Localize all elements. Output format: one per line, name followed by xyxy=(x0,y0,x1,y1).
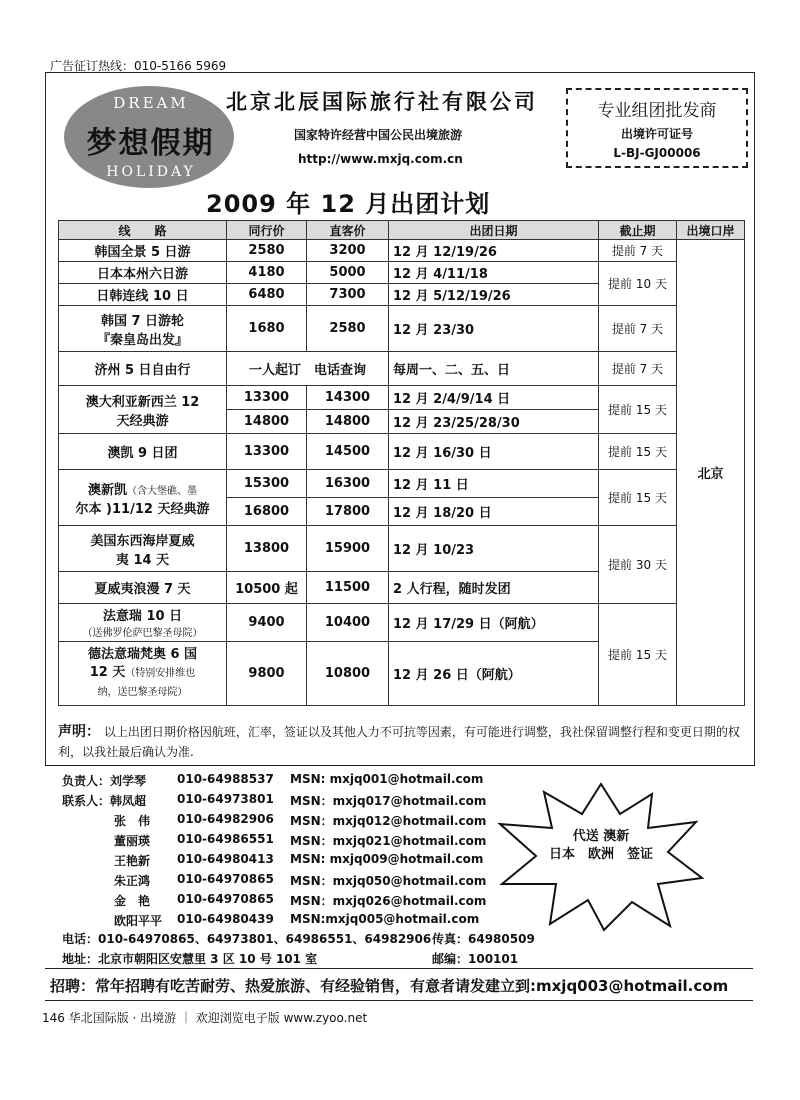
page-title: 2009 年 12 月出团计划 xyxy=(206,190,491,218)
contact-phone: 010-64980439 xyxy=(177,912,274,926)
contact-name: 刘学琴 xyxy=(110,774,147,788)
peer-price-cell: 1680 xyxy=(227,306,307,352)
contact-phone: 010-64982906 xyxy=(177,812,274,826)
direct-price-cell: 5000 xyxy=(307,262,389,284)
divider xyxy=(45,1000,753,1001)
contact-name: 张 伟 xyxy=(114,814,151,828)
company-url[interactable]: http://www.mxjq.com.cn xyxy=(298,152,463,166)
date-cell: 12 月 4/11/18 xyxy=(389,262,599,284)
direct-price-cell: 14800 xyxy=(307,410,389,434)
direct-price-cell: 7300 xyxy=(307,284,389,306)
direct-price-cell: 2580 xyxy=(307,306,389,352)
contact-msn[interactable]: MSN：mxjq026@hotmail.com xyxy=(290,894,487,908)
route-note: （含大堡礁、墨 xyxy=(127,485,197,497)
phone-line: 电话：010-64970865、64973801、64986551、64982906 xyxy=(62,932,432,946)
route-cell xyxy=(59,306,227,352)
route-line1: 法意瑞 10 日 xyxy=(102,609,183,624)
address-line: 地址：北京市朝阳区安慧里 3 区 10 号 101 室 xyxy=(62,952,318,966)
contact-phone: 010-64970865 xyxy=(177,892,274,906)
peer-price-cell: 4180 xyxy=(227,262,307,284)
route-note-2: 纳，送巴黎圣母院） xyxy=(97,686,188,698)
peer-price-cell: 6480 xyxy=(227,284,307,306)
route-cell: 日韩连线 10 日 xyxy=(59,284,227,306)
table-row xyxy=(59,262,745,284)
badge-subtitle: 出境许可证号 xyxy=(620,127,693,141)
date-cell: 12 月 2/4/9/14 日 xyxy=(389,386,599,410)
badge-title: 专业组团批发商 xyxy=(597,101,717,121)
table-row xyxy=(59,526,745,572)
route-cell: 济州 5 日自由行 xyxy=(59,352,227,386)
date-cell: 12 月 10/23 xyxy=(389,526,599,572)
direct-price-cell: 10800 xyxy=(307,642,389,706)
peer-price-cell: 15300 xyxy=(227,470,307,498)
declaration xyxy=(58,722,742,762)
header-direct-price: 直客价 xyxy=(307,221,389,240)
peer-price-cell: 16800 xyxy=(227,498,307,526)
route-cell: 日本本州六日游 xyxy=(59,262,227,284)
date-cell: 12 月 18/20 日 xyxy=(389,498,599,526)
contact-name: 董丽瑛 xyxy=(114,834,151,848)
deadline-cell: 提前 7 天 xyxy=(599,352,677,386)
contact-msn[interactable]: MSN：mxjq012@hotmail.com xyxy=(290,814,487,828)
header-departure-date: 出团日期 xyxy=(389,221,599,240)
wholesaler-badge xyxy=(566,88,748,168)
logo-bottom-text: HOLIDAY xyxy=(106,164,196,180)
date-cell: 12 月 17/29 日（阿航） xyxy=(389,604,599,642)
company-name: 北京北辰国际旅行社有限公司 xyxy=(226,90,538,114)
date-cell: 12 月 12/19/26 xyxy=(389,240,599,262)
route-note: （特别安排维也 xyxy=(125,667,196,679)
date-cell: 12 月 11 日 xyxy=(389,470,599,498)
contact-phone: 010-64970865 xyxy=(177,872,274,886)
route-line1: 德法意瑞梵奥 6 国 xyxy=(87,646,198,662)
declaration-text: 以上出团日期价格因航班，汇率，签证以及其他人力不可抗等因素，有可能进行调整，我社保留调整行程和变更日期的权利，以我社最后确认为准. xyxy=(58,725,740,759)
table-row xyxy=(59,470,745,498)
fax-line: 传真：64980509 xyxy=(432,932,535,946)
footer-text: 华北国际版 · 出境游 ｜ 欢迎浏览电子版 www.zyoo.net xyxy=(68,1011,368,1025)
contact-msn[interactable]: MSN:mxjq005@hotmail.com xyxy=(290,912,480,926)
contact-phone: 010-64988537 xyxy=(177,772,274,786)
peer-price-cell: 13300 xyxy=(227,386,307,410)
contact-msn[interactable]: MSN：mxjq050@hotmail.com xyxy=(290,874,487,888)
peer-price-cell: 13300 xyxy=(227,434,307,470)
route-line1: 澳大利亚新西兰 12 xyxy=(85,394,200,410)
date-cell: 12 月 16/30 日 xyxy=(389,434,599,470)
route-note: （送佛罗伦萨巴黎圣母院） xyxy=(82,628,203,639)
contact-msn[interactable]: MSN：mxjq021@hotmail.com xyxy=(290,834,487,848)
starburst-line-2: 日本 欧洲 签证 xyxy=(548,847,653,862)
route-line1: 美国东西海岸夏威 xyxy=(90,533,195,549)
deadline-cell: 提前 7 天 xyxy=(599,240,677,262)
direct-price-cell: 14300 xyxy=(307,386,389,410)
date-cell: 2 人行程，随时发团 xyxy=(389,572,599,604)
deadline-cell: 提前 15 天 xyxy=(599,434,677,470)
contact-phone: 010-64986551 xyxy=(177,832,274,846)
peer-price-cell: 13800 xyxy=(227,526,307,572)
header-exit-port: 出境口岸 xyxy=(677,221,745,240)
deadline-cell: 提前 15 天 xyxy=(599,604,677,706)
contact-phone: 010-64980413 xyxy=(177,852,274,866)
date-cell: 12 月 26 日（阿航） xyxy=(389,642,599,706)
direct-price-cell: 16300 xyxy=(307,470,389,498)
direct-price-cell: 15900 xyxy=(307,526,389,572)
license-line: 国家特许经营中国公民出境旅游 xyxy=(294,128,463,142)
deadline-cell: 提前 15 天 xyxy=(599,470,677,526)
route-cell xyxy=(59,604,227,642)
deadline-cell: 提前 30 天 xyxy=(599,526,677,604)
table-row xyxy=(59,306,745,352)
logo-chinese-text: 梦想假期 xyxy=(86,126,215,161)
date-cell: 12 月 5/12/19/26 xyxy=(389,284,599,306)
header-deadline: 截止期 xyxy=(599,221,677,240)
contact-row xyxy=(62,792,146,809)
badge-code: L-BJ-GJ00006 xyxy=(613,146,701,160)
direct-price-cell: 14500 xyxy=(307,434,389,470)
divider xyxy=(45,968,753,969)
tour-schedule-table xyxy=(58,220,745,706)
deadline-cell: 提前 15 天 xyxy=(599,386,677,434)
route-line1: 澳新凯 xyxy=(87,482,127,498)
table-header-row xyxy=(59,221,745,240)
page-number: 146 xyxy=(42,1011,65,1025)
contact-msn[interactable]: MSN：mxjq017@hotmail.com xyxy=(290,794,487,808)
date-cell: 12 月 23/25/28/30 xyxy=(389,410,599,434)
starburst-line-1: 代送 澳新 xyxy=(572,829,630,844)
peer-price-cell: 10500 起 xyxy=(227,572,307,604)
peer-price-cell: 9400 xyxy=(227,604,307,642)
contact-name: 金 艳 xyxy=(114,894,151,908)
route-cell: 夏威夷浪漫 7 天 xyxy=(59,572,227,604)
contact-name: 王艳新 xyxy=(114,854,151,868)
deadline-cell: 提前 7 天 xyxy=(599,306,677,352)
route-cell xyxy=(59,642,227,706)
exit-port-cell: 北京 xyxy=(677,240,745,706)
date-cell: 每周一、二、五、日 xyxy=(389,352,599,386)
contact-name: 欧阳平平 xyxy=(114,914,163,928)
page-footer xyxy=(42,1009,367,1026)
peer-price-cell: 14800 xyxy=(227,410,307,434)
route-line2: 天经典游 xyxy=(116,413,169,429)
direct-price-cell: 10400 xyxy=(307,604,389,642)
recruitment-notice: 招聘：常年招聘有吃苦耐劳、热爱旅游、有经验销售，有意者请发建立到:mxjq003@hotmail.com xyxy=(50,977,729,995)
ad-hotline: 广告征订热线：010-5166 5969 xyxy=(50,59,227,73)
price-inquiry-cell: 一人起订 电话查询 xyxy=(227,352,389,386)
declaration-label: 声明： xyxy=(58,724,100,740)
direct-price-cell: 3200 xyxy=(307,240,389,262)
contact-phone: 010-64973801 xyxy=(177,792,274,806)
route-cell: 韩国全景 5 日游 xyxy=(59,240,227,262)
route-cell xyxy=(59,470,227,526)
header-peer-price: 同行价 xyxy=(227,221,307,240)
date-cell: 12 月 23/30 xyxy=(389,306,599,352)
route-line2: 『秦皇岛出发』 xyxy=(96,332,188,348)
direct-price-cell: 17800 xyxy=(307,498,389,526)
table-row xyxy=(59,352,745,386)
contact-name: 韩凤超 xyxy=(110,794,147,808)
route-cell: 澳凯 9 日团 xyxy=(59,434,227,470)
route-line1: 韩国 7 日游轮 xyxy=(100,313,185,329)
route-line2: 12 天 xyxy=(89,664,126,680)
contact-name: 朱正鸿 xyxy=(114,874,151,888)
starburst-text xyxy=(536,828,666,864)
logo-top-text: DREAM xyxy=(113,94,189,112)
contact-role: 联系人： xyxy=(62,794,111,808)
table-row xyxy=(59,434,745,470)
deadline-cell: 提前 10 天 xyxy=(599,262,677,306)
route-line2: 尔本 )11/12 天经典游 xyxy=(75,501,210,517)
route-cell xyxy=(59,386,227,434)
header-route: 线 路 xyxy=(59,221,227,240)
contact-msn[interactable]: MSN: mxjq009@hotmail.com xyxy=(290,852,484,866)
contact-role: 负责人： xyxy=(62,774,111,788)
table-row xyxy=(59,386,745,410)
route-line2: 夷 14 天 xyxy=(115,552,170,568)
direct-price-cell: 11500 xyxy=(307,572,389,604)
table-row xyxy=(59,604,745,642)
table-row xyxy=(59,240,745,262)
peer-price-cell: 2580 xyxy=(227,240,307,262)
contact-msn[interactable]: MSN: mxjq001@hotmail.com xyxy=(290,772,484,786)
postcode-line: 邮编：100101 xyxy=(432,952,519,966)
peer-price-cell: 9800 xyxy=(227,642,307,706)
route-cell xyxy=(59,526,227,572)
contact-row xyxy=(62,772,146,789)
